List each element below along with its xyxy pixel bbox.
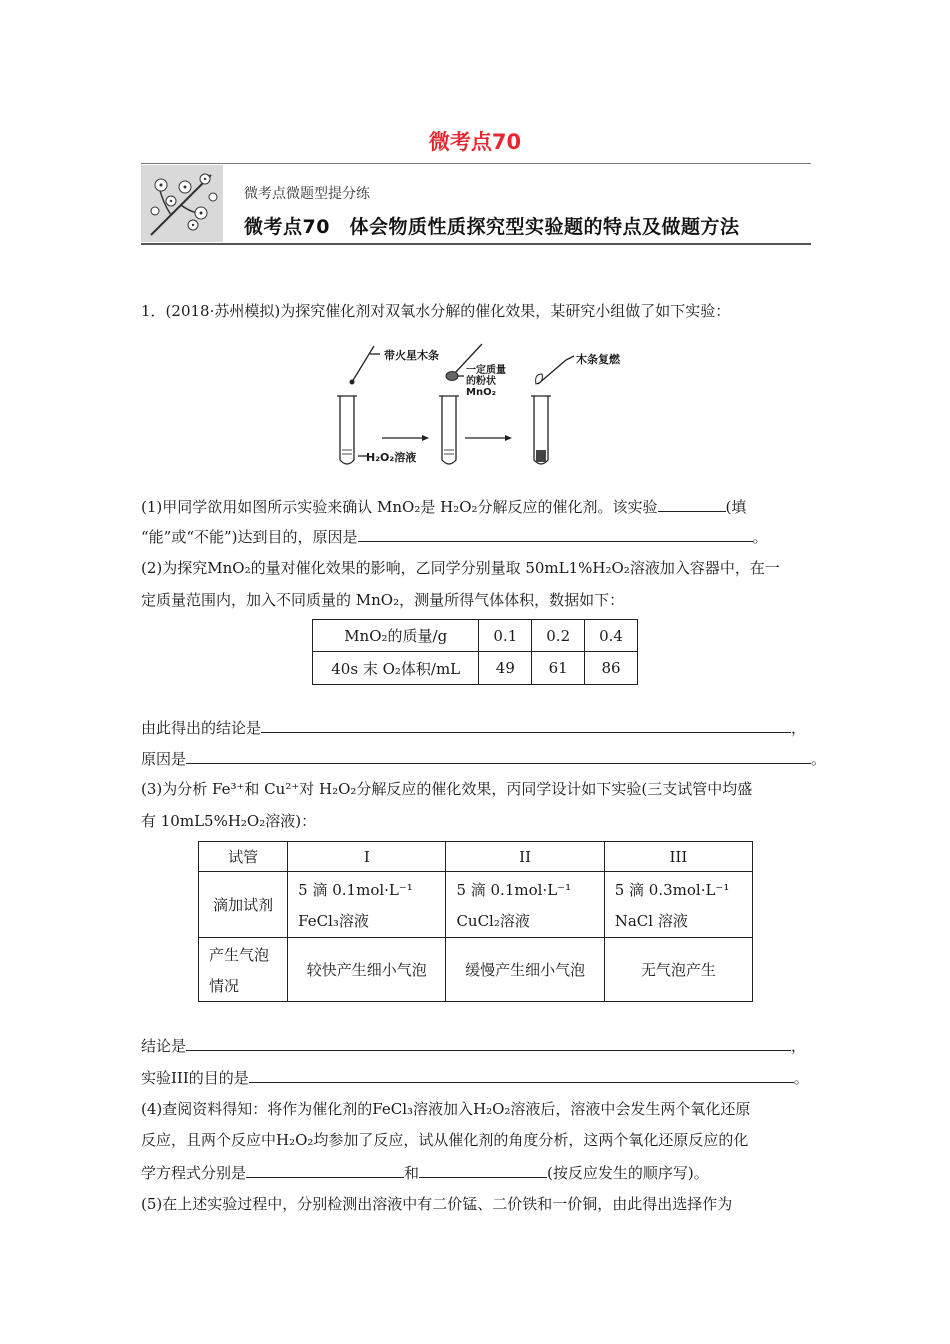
label-h2o2-solution: H₂O₂溶液 xyxy=(366,451,417,464)
table-cell: 0.1 xyxy=(479,620,532,652)
part3-line2: 有 10mL5%H₂O₂溶液)： xyxy=(141,812,317,830)
answer-blank-equation2[interactable] xyxy=(419,1162,547,1178)
table-cell: 0.4 xyxy=(585,620,638,652)
header-divider-top xyxy=(141,163,811,164)
header-main-title: 微考点70 体会物质性质探究型实验题的特点及做题方法 xyxy=(244,216,740,238)
answer-blank-reason1[interactable] xyxy=(358,526,753,542)
plum-blossom-decoration xyxy=(141,165,223,242)
label-splint-relights: 木条复燃 xyxy=(576,353,620,366)
table-cell: MnO₂的质量/g xyxy=(313,620,479,652)
part3-conclusion: 结论是 ， xyxy=(141,1037,807,1055)
table-cell: 5 滴 0.1mol·L⁻¹ CuCl₂溶液 xyxy=(446,872,604,938)
table-cell: 产生气泡 情况 xyxy=(199,938,288,1002)
question-stem: 1．(2018·苏州模拟)为探究催化剂对双氧水分解的催化效果，某研究小组做了如下实验： xyxy=(141,302,731,320)
table-cell: 5 滴 0.3mol·L⁻¹ NaCl 溶液 xyxy=(604,872,752,938)
part1-line2: “能”或“不能”)达到目的，原因是 。 xyxy=(141,528,768,546)
page-title: 微考点70 xyxy=(428,130,522,154)
label-mno2-powder: 一定质量 的粉状 MnO₂ xyxy=(466,365,506,398)
answer-blank-equation1[interactable] xyxy=(246,1162,404,1178)
table-cell: III xyxy=(604,842,752,872)
part3-line1: (3)为分析 Fe³⁺和 Cu²⁺对 H₂O₂分解反应的催化效果，丙同学设计如下实验(三支试管中均盛 xyxy=(141,780,753,798)
table-cell: 滴加试剂 xyxy=(199,872,288,938)
part2-line2: 定质量范围内，加入不同质量的 MnO₂，测量所得气体体积，数据如下： xyxy=(141,591,625,609)
answer-blank-purpose[interactable] xyxy=(249,1067,794,1083)
table-cell: 较快产生细小气泡 xyxy=(288,938,446,1002)
table-cell: 0.2 xyxy=(532,620,585,652)
part2-line1: (2)为探究MnO₂的量对催化效果的影响，乙同学分别量取 50mL1%H₂O₂溶液加入容器中，在一 xyxy=(141,559,780,577)
table-cell: II xyxy=(446,842,604,872)
header-subtitle: 微考点微题型提分练 xyxy=(244,186,370,202)
table-cell: 49 xyxy=(479,652,532,685)
table-cell: 61 xyxy=(532,652,585,685)
part5-line1: (5)在上述实验过程中，分别检测出溶液中有二价锰、二价铁和一价铜，由此得出选择作为 xyxy=(141,1195,733,1213)
answer-blank-can-cannot[interactable] xyxy=(658,496,726,512)
answer-blank-conclusion[interactable] xyxy=(261,717,791,733)
table-cell: 86 xyxy=(585,652,638,685)
catalyst-comparison-table xyxy=(198,841,753,1002)
part4-line2: 反应，且两个反应中H₂O₂均参加了反应，试从催化剂的角度分析，这两个氧化还原反应的化 xyxy=(141,1131,749,1149)
part1-line1: (1)甲同学欲用如图所示实验来确认 MnO₂是 H₂O₂分解反应的催化剂。该实验 (填 xyxy=(141,498,747,516)
table-cell: 无气泡产生 xyxy=(604,938,752,1002)
header-divider-bottom xyxy=(141,243,811,245)
part4-line1: (4)查阅资料得知：将作为催化剂的FeCl₃溶液加入H₂O₂溶液后，溶液中会发生两个氧化还原 xyxy=(141,1100,751,1118)
experiment-figure xyxy=(330,340,630,472)
table-cell: 缓慢产生细小气泡 xyxy=(446,938,604,1002)
table-cell: 试管 xyxy=(199,842,288,872)
part4-line3: 学方程式分别是 和 (按反应发生的顺序写)。 xyxy=(141,1164,709,1182)
table-cell: 5 滴 0.1mol·L⁻¹ FeCl₃溶液 xyxy=(288,872,446,938)
label-glowing-splint: 带火星木条 xyxy=(384,349,439,362)
part3-purpose: 实验III的目的是 。 xyxy=(141,1069,809,1087)
table-cell: 40s 末 O₂体积/mL xyxy=(313,652,479,685)
part2-reason: 原因是 。 xyxy=(141,750,827,768)
part2-conclusion: 由此得出的结论是 ， xyxy=(141,719,807,737)
answer-blank-conclusion2[interactable] xyxy=(186,1035,791,1051)
table-cell: I xyxy=(288,842,446,872)
answer-blank-reason2[interactable] xyxy=(186,748,811,764)
mno2-data-table xyxy=(312,619,638,685)
